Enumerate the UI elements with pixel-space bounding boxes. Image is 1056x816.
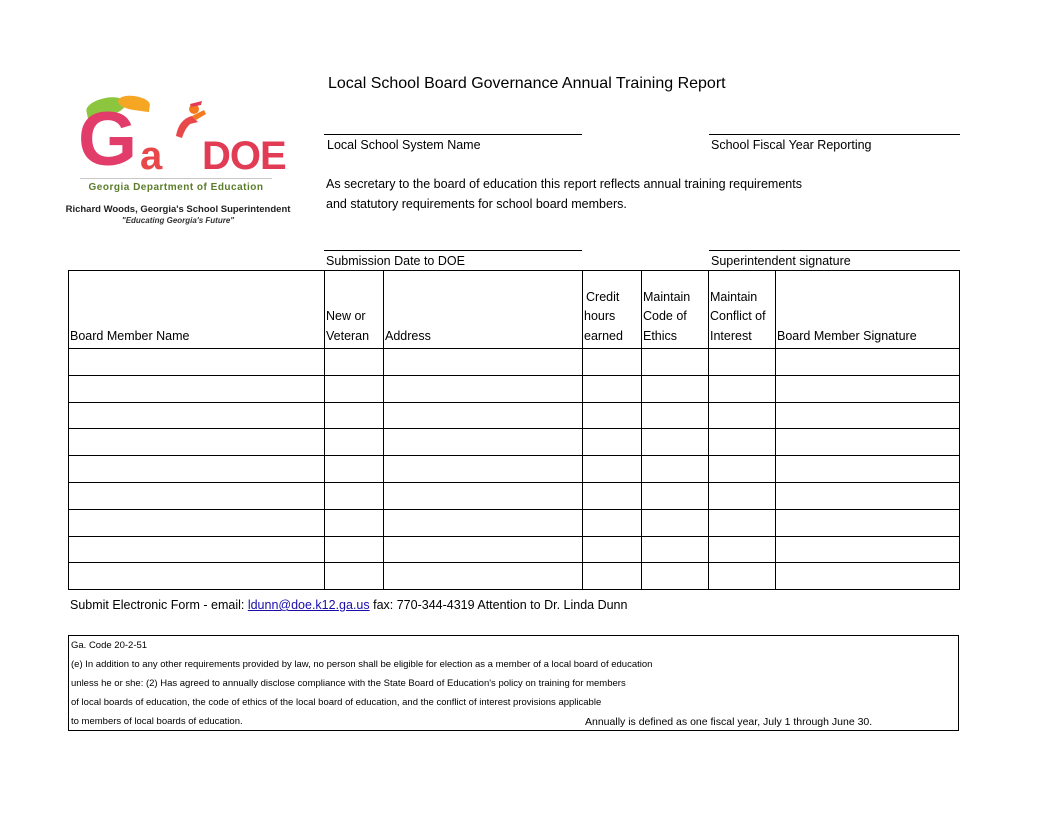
cell-signature[interactable]	[776, 482, 960, 509]
cell-credit-hours[interactable]	[583, 429, 642, 456]
intro-text	[326, 174, 886, 214]
logo-letter-g: G	[78, 97, 138, 182]
fiscal-year-line[interactable]	[709, 134, 960, 135]
cell-name[interactable]	[69, 375, 325, 402]
cell-name[interactable]	[69, 429, 325, 456]
logo-doe-text: DOE	[202, 134, 286, 178]
cell-new-or-veteran[interactable]	[325, 482, 384, 509]
cell-signature[interactable]	[776, 402, 960, 429]
cell-conflict-of-interest[interactable]	[709, 536, 776, 563]
cell-code-of-ethics[interactable]	[642, 563, 709, 590]
cell-credit-hours[interactable]	[583, 536, 642, 563]
cell-new-or-veteran[interactable]	[325, 509, 384, 536]
cell-code-of-ethics[interactable]	[642, 536, 709, 563]
cell-conflict-of-interest[interactable]	[709, 563, 776, 590]
code-line-5: to members of local boards of education.	[71, 716, 243, 727]
cell-name[interactable]	[69, 536, 325, 563]
code-line-1: Ga. Code 20-2-51	[71, 640, 148, 651]
cell-new-or-veteran[interactable]	[325, 375, 384, 402]
logo-letter-a: a	[140, 134, 163, 178]
header-board-member-name: Board Member Name	[69, 271, 325, 349]
logo-department-name: Georgia Department of Education	[88, 182, 264, 193]
header-conflict-of-interest: Maintain Conflict of Interest	[709, 271, 776, 349]
table-row	[69, 429, 960, 456]
code-line-2: (e) In addition to any other requirements provided by law, no person shall be eligible for election as a member of a local board of education	[71, 659, 653, 670]
cell-address[interactable]	[384, 482, 583, 509]
cell-credit-hours[interactable]	[583, 402, 642, 429]
code-line-3: unless he or she: (2) Has agreed to annually disclose compliance with the State Board of Education's policy on training for members	[71, 678, 626, 689]
cell-code-of-ethics[interactable]	[642, 429, 709, 456]
cell-name[interactable]	[69, 482, 325, 509]
cell-address[interactable]	[384, 563, 583, 590]
ga-code-box	[68, 635, 959, 731]
cell-new-or-veteran[interactable]	[325, 429, 384, 456]
table-row	[69, 563, 960, 590]
submission-date-line[interactable]	[324, 250, 582, 251]
cell-new-or-veteran[interactable]	[325, 402, 384, 429]
cell-credit-hours[interactable]	[583, 349, 642, 376]
logo-divider	[80, 178, 272, 179]
cell-conflict-of-interest[interactable]	[709, 509, 776, 536]
cell-code-of-ethics[interactable]	[642, 482, 709, 509]
cell-address[interactable]	[384, 429, 583, 456]
cell-new-or-veteran[interactable]	[325, 456, 384, 483]
logo-motto: "Educating Georgia's Future"	[121, 216, 235, 225]
cell-credit-hours[interactable]	[583, 456, 642, 483]
cell-signature[interactable]	[776, 456, 960, 483]
email-link[interactable]: ldunn@doe.k12.ga.us	[247, 598, 370, 612]
cell-code-of-ethics[interactable]	[642, 375, 709, 402]
cell-signature[interactable]	[776, 429, 960, 456]
cell-conflict-of-interest[interactable]	[709, 349, 776, 376]
school-system-line[interactable]	[324, 134, 582, 135]
cell-conflict-of-interest[interactable]	[709, 375, 776, 402]
cell-conflict-of-interest[interactable]	[709, 482, 776, 509]
annual-definition: Annually is defined as one fiscal year, July 1 through June 30.	[585, 716, 873, 728]
cell-code-of-ethics[interactable]	[642, 456, 709, 483]
cell-address[interactable]	[384, 349, 583, 376]
submit-instructions	[70, 598, 627, 612]
cell-new-or-veteran[interactable]	[325, 349, 384, 376]
cell-name[interactable]	[69, 509, 325, 536]
submit-suffix: fax: 770-344-4319 Attention to Dr. Linda Dunn	[369, 598, 628, 612]
superintendent-signature-line[interactable]	[709, 250, 960, 251]
cell-new-or-veteran[interactable]	[325, 536, 384, 563]
header-address: Address	[384, 271, 583, 349]
table-row	[69, 456, 960, 483]
cell-signature[interactable]	[776, 509, 960, 536]
cell-name[interactable]	[69, 456, 325, 483]
cell-signature[interactable]	[776, 375, 960, 402]
cell-address[interactable]	[384, 375, 583, 402]
table-row	[69, 402, 960, 429]
table-header-row	[69, 271, 960, 349]
table-row	[69, 509, 960, 536]
header-board-member-signature: Board Member Signature	[776, 271, 960, 349]
cell-address[interactable]	[384, 536, 583, 563]
gadoe-logo	[62, 96, 294, 228]
cell-address[interactable]	[384, 402, 583, 429]
cell-address[interactable]	[384, 509, 583, 536]
header-new-or-veteran: New or Veteran	[325, 271, 384, 349]
cell-credit-hours[interactable]	[583, 563, 642, 590]
cell-name[interactable]	[69, 402, 325, 429]
intro-line-1: As secretary to the board of education this report reflects annual training requirements	[326, 177, 802, 191]
cell-signature[interactable]	[776, 536, 960, 563]
table-row	[69, 375, 960, 402]
board-member-table	[68, 270, 960, 590]
cell-conflict-of-interest[interactable]	[709, 429, 776, 456]
intro-line-2: and statutory requirements for school board members.	[326, 197, 627, 211]
header-code-of-ethics: Maintain Code of Ethics	[642, 271, 709, 349]
fiscal-year-label: School Fiscal Year Reporting	[711, 138, 872, 152]
code-line-4: of local boards of education, the code of ethics of the local board of education, and the conflict of interest provisions applicable	[71, 697, 602, 708]
cell-signature[interactable]	[776, 349, 960, 376]
cell-name[interactable]	[69, 563, 325, 590]
cell-address[interactable]	[384, 456, 583, 483]
school-system-label: Local School System Name	[327, 138, 481, 152]
cell-credit-hours[interactable]	[583, 482, 642, 509]
cell-code-of-ethics[interactable]	[642, 509, 709, 536]
cell-credit-hours[interactable]	[583, 509, 642, 536]
table-row	[69, 482, 960, 509]
submit-prefix: Submit Electronic Form - email:	[70, 598, 248, 612]
cell-signature[interactable]	[776, 563, 960, 590]
table-row	[69, 536, 960, 563]
cell-conflict-of-interest[interactable]	[709, 456, 776, 483]
cell-code-of-ethics[interactable]	[642, 349, 709, 376]
submission-date-label: Submission Date to DOE	[326, 254, 465, 268]
cell-name[interactable]	[69, 349, 325, 376]
cell-conflict-of-interest[interactable]	[709, 402, 776, 429]
logo-superintendent: Richard Woods, Georgia's School Superintendent	[65, 204, 291, 215]
header-credit-hours: Credit hours earned	[583, 271, 642, 349]
superintendent-signature-label: Superintendent signature	[711, 254, 851, 268]
cell-code-of-ethics[interactable]	[642, 402, 709, 429]
report-title: Local School Board Governance Annual Training Report	[328, 75, 726, 92]
table-row	[69, 349, 960, 376]
cell-new-or-veteran[interactable]	[325, 563, 384, 590]
cell-credit-hours[interactable]	[583, 375, 642, 402]
